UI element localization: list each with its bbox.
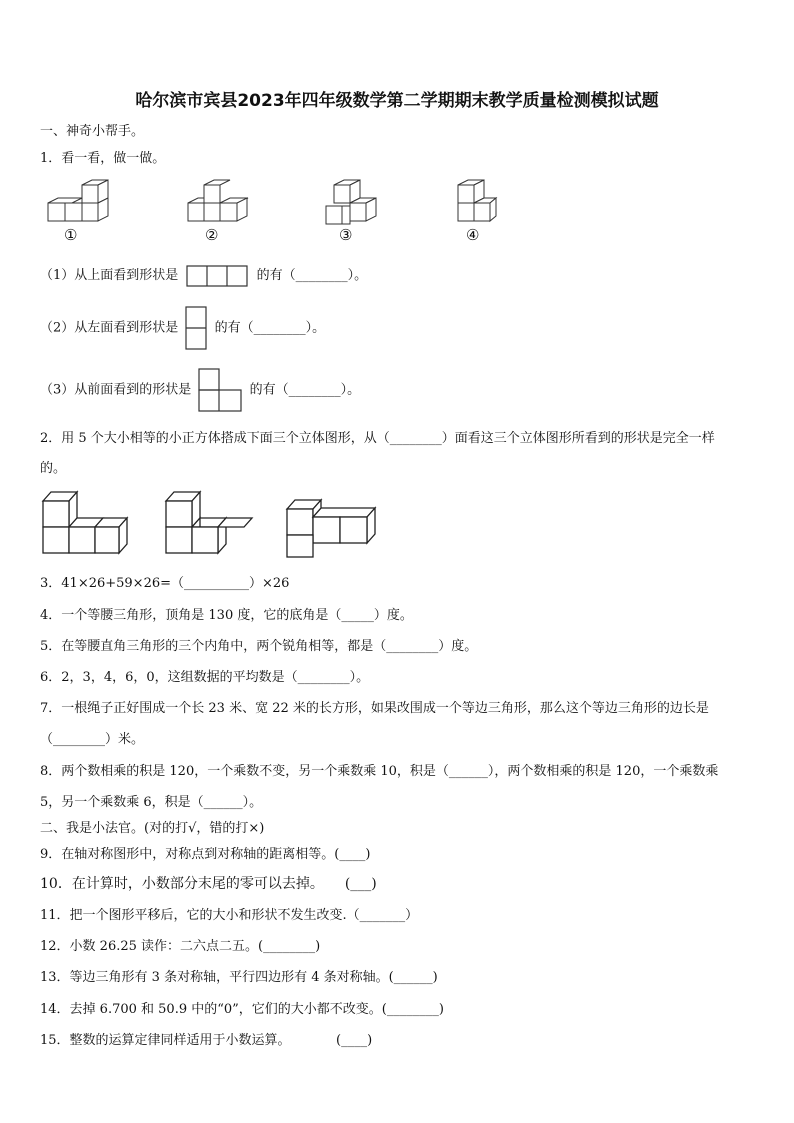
page-title: 哈尔滨市宾县2023年四年级数学第二学期期末教学质量检测模拟试题	[135, 91, 659, 111]
question-1-sub-2	[40, 306, 325, 350]
question-8-line-1: 8．两个数相乘的积是 120，一个乘数不变，另一个乘数乘 10，积是（______），两个数相乘的积是 120，一个乘数乘	[40, 764, 719, 779]
section-two-heading: 二、我是小法官。(对的打√，错的打×)	[40, 821, 265, 836]
question-1-stem: 1．看一看，做一做。	[40, 151, 166, 166]
question-1-sub-1-before: （1）从上面看到形状是	[40, 268, 179, 283]
question-4: 4．一个等腰三角形，顶角是 130 度，它的底角是（_____）度。	[40, 608, 413, 623]
question-10: 10．在计算时，小数部分末尾的零可以去掉。 (___)	[40, 876, 377, 892]
front-view-shape	[198, 368, 242, 412]
question-9: 9．在轴对称图形中，对称点到对称轴的距离相等。(____)	[40, 847, 371, 862]
question-1-sub-3	[40, 368, 360, 412]
question-6: 6．2，3，4，6，0，这组数据的平均数是（________）。	[40, 670, 370, 685]
section-one-heading: 一、神奇小帮手。	[40, 124, 145, 139]
question-7-line-2: （________）米。	[40, 732, 145, 747]
question-1-sub-1-after: 的有（________）。	[256, 268, 368, 283]
question-15: 15．整数的运算定律同样适用于小数运算。 (____)	[40, 1033, 373, 1048]
top-view-shape	[186, 265, 248, 287]
question-2-line-1: 2．用 5 个大小相等的小正方体搭成下面三个立体图形，从（________）面看这三个立体图形所看到的形状是完全一样	[40, 431, 715, 446]
question-11: 11．把一个图形平移后，它的大小和形状不发生改变.（_______）	[40, 908, 419, 923]
solid-figure-c	[285, 492, 385, 558]
question-1-sub-2-before: （2）从左面看到形状是	[40, 320, 179, 336]
cube-figure-4	[452, 180, 512, 230]
figure-label-4: ④	[466, 226, 480, 244]
cube-figure-2	[180, 180, 250, 230]
figure-label-3: ③	[339, 226, 353, 244]
cube-figure-3	[320, 180, 390, 230]
question-1-sub-3-before: （3）从前面看到的形状是	[40, 382, 192, 398]
question-2-line-2: 的。	[40, 461, 67, 476]
solid-figure-b	[163, 488, 253, 558]
question-13: 13．等边三角形有 3 条对称轴，平行四边形有 4 条对称轴。(______)	[40, 970, 438, 985]
cube-figure-1	[40, 180, 110, 230]
solid-figure-a	[40, 488, 130, 558]
question-12: 12．小数 26.25 读作：二六点二五。(________)	[40, 939, 321, 954]
question-14: 14．去掉 6.700 和 50.9 中的“0”，它们的大小都不改变。(________)	[40, 1002, 444, 1017]
question-8-line-2: 5，另一个乘数乘 6，积是（______）。	[40, 795, 263, 810]
question-1-sub-3-after: 的有（________）。	[249, 382, 361, 398]
question-5: 5．在等腰直角三角形的三个内角中，两个锐角相等，都是（________）度。	[40, 639, 478, 654]
figure-label-2: ②	[205, 226, 219, 244]
question-3: 3．41×26+59×26=（__________）×26	[40, 576, 290, 591]
left-view-shape	[185, 306, 207, 350]
question-1-sub-2-after: 的有（________）。	[214, 320, 326, 336]
question-7-line-1: 7．一根绳子正好围成一个长 23 米、宽 22 米的长方形，如果改围成一个等边三角形，那么这个等边三角形的边长是	[40, 701, 709, 716]
question-1-sub-1	[40, 264, 367, 287]
figure-label-1: ①	[64, 226, 78, 244]
